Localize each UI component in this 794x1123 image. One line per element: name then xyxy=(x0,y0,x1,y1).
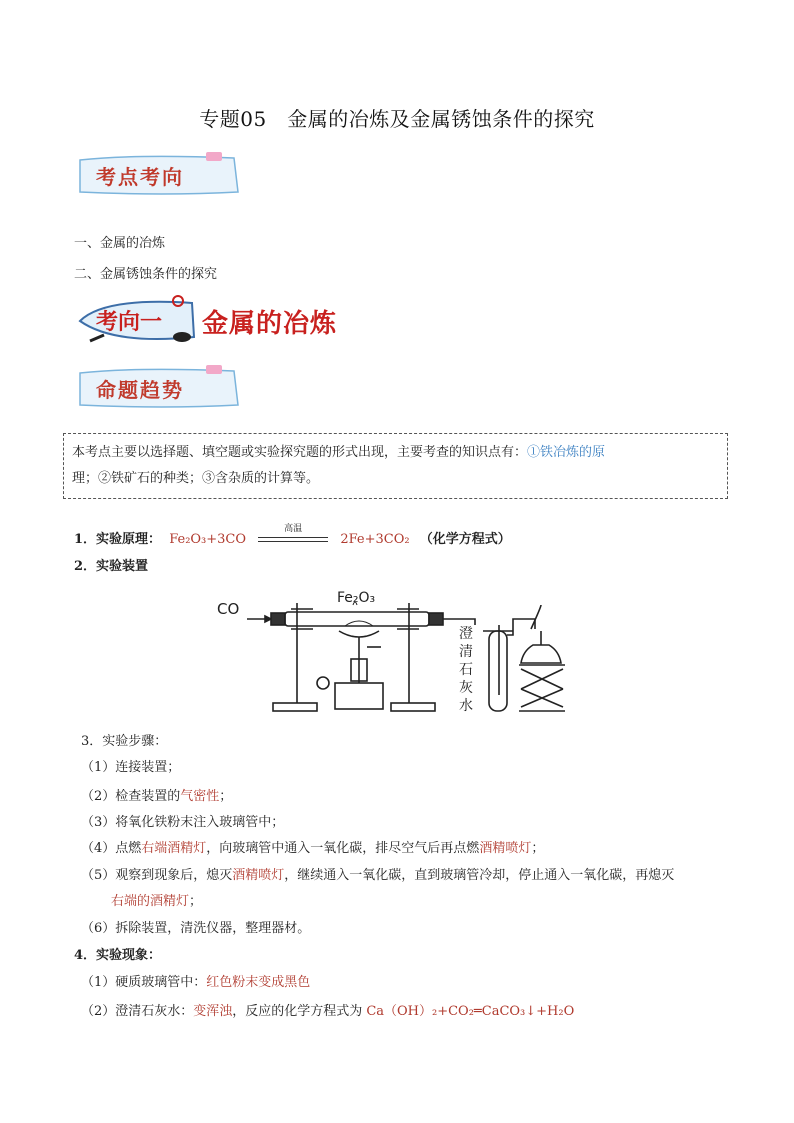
observation-2 xyxy=(81,1000,574,1019)
step-2 xyxy=(81,785,232,804)
summary-highlight: ①铁冶炼的原 xyxy=(527,445,606,460)
step-1: （1）连接装置； xyxy=(81,760,181,775)
limewater-label xyxy=(459,625,477,715)
section-badge-trend xyxy=(74,365,244,411)
reaction-condition: 高温 xyxy=(284,523,303,534)
step-text: ，继续通入一氧化碳，直到玻璃管冷却，停止通入一氧化碳，再熄灭 xyxy=(284,868,675,883)
reaction-arrow xyxy=(258,523,328,547)
principle-label: 1．实验原理： xyxy=(74,532,162,547)
observation-1 xyxy=(81,971,310,990)
obs-equation: Ca（OH）₂+CO₂═CaCO₃↓+H₂O xyxy=(366,1004,575,1019)
outline-item-1: 一、金属的冶炼 xyxy=(74,236,166,251)
step-text: （2）检查装置的 xyxy=(81,789,181,804)
apparatus-drawing xyxy=(213,585,593,717)
apparatus-diagram xyxy=(213,585,593,717)
step-highlight: 酒精喷灯 xyxy=(232,868,285,883)
summary-box xyxy=(63,433,728,499)
obs-text: （2）澄清石灰水： xyxy=(81,1004,194,1019)
step-text: ； xyxy=(531,841,545,856)
step-text: ； xyxy=(189,894,203,909)
step-3: （3）将氧化铁粉末注入玻璃管中； xyxy=(81,815,285,830)
step-text: （4）点燃 xyxy=(81,841,142,856)
direction-title: 金属的冶炼 xyxy=(202,309,338,339)
step-highlight: 右端的酒精灯 xyxy=(111,894,190,909)
step-highlight: 右端酒精灯 xyxy=(141,841,207,856)
badge-label: 考点考向 xyxy=(96,165,184,189)
section-badge-exam-points xyxy=(74,152,244,198)
limewater-char: 灰 xyxy=(459,680,473,696)
limewater-char: 清 xyxy=(459,644,473,660)
obs-text: （1）硬质玻璃管中： xyxy=(81,975,207,990)
observation-label: 4．实验现象： xyxy=(74,948,162,963)
obs-highlight: 红色粉末变成黑色 xyxy=(206,975,311,990)
summary-text-1: 本考点主要以选择题、填空题或实验探究题的形式出现，主要考查的知识点有： xyxy=(72,445,528,460)
step-text: （5）观察到现象后，熄灭 xyxy=(81,868,233,883)
co-label: CO xyxy=(217,600,240,618)
summary-text-2: 理；②铁矿石的种类；③含杂质的计算等。 xyxy=(72,471,320,486)
fe2o3-label: Fe₂O₃ xyxy=(337,590,376,606)
limewater-char: 澄 xyxy=(459,626,473,642)
direction-badge xyxy=(74,293,204,349)
step-5 xyxy=(81,864,731,883)
outline-item-2: 二、金属锈蚀条件的探究 xyxy=(74,267,218,282)
limewater-char: 水 xyxy=(459,698,473,714)
direction-label: 考向一 xyxy=(96,310,163,335)
principle-line xyxy=(74,523,511,547)
obs-highlight: 变浑浊 xyxy=(193,1004,233,1019)
step-text: ，向玻璃管中通入一氧化碳，排尽空气后再点燃 xyxy=(206,841,480,856)
principle-note: （化学方程式） xyxy=(419,532,511,547)
step-highlight: 酒精喷灯 xyxy=(479,841,532,856)
step-4 xyxy=(81,837,544,856)
step-6: （6）拆除装置，清洗仪器，整理器材。 xyxy=(81,921,311,936)
badge-label: 命题趋势 xyxy=(96,378,184,402)
principle-reactants: Fe₂O₃+3CO xyxy=(169,532,247,547)
limewater-char: 石 xyxy=(459,662,473,678)
step-text: ； xyxy=(219,789,233,804)
step-highlight: 气密性 xyxy=(180,789,220,804)
steps-label: 3．实验步骤： xyxy=(81,734,168,749)
obs-text: ，反应的化学方程式为 xyxy=(232,1004,363,1019)
step-5-cont xyxy=(111,890,202,909)
page-title: 专题05 金属的冶炼及金属锈蚀条件的探究 xyxy=(199,107,595,131)
apparatus-label: 2．实验装置 xyxy=(74,559,149,574)
principle-products: 2Fe+3CO₂ xyxy=(340,532,410,547)
